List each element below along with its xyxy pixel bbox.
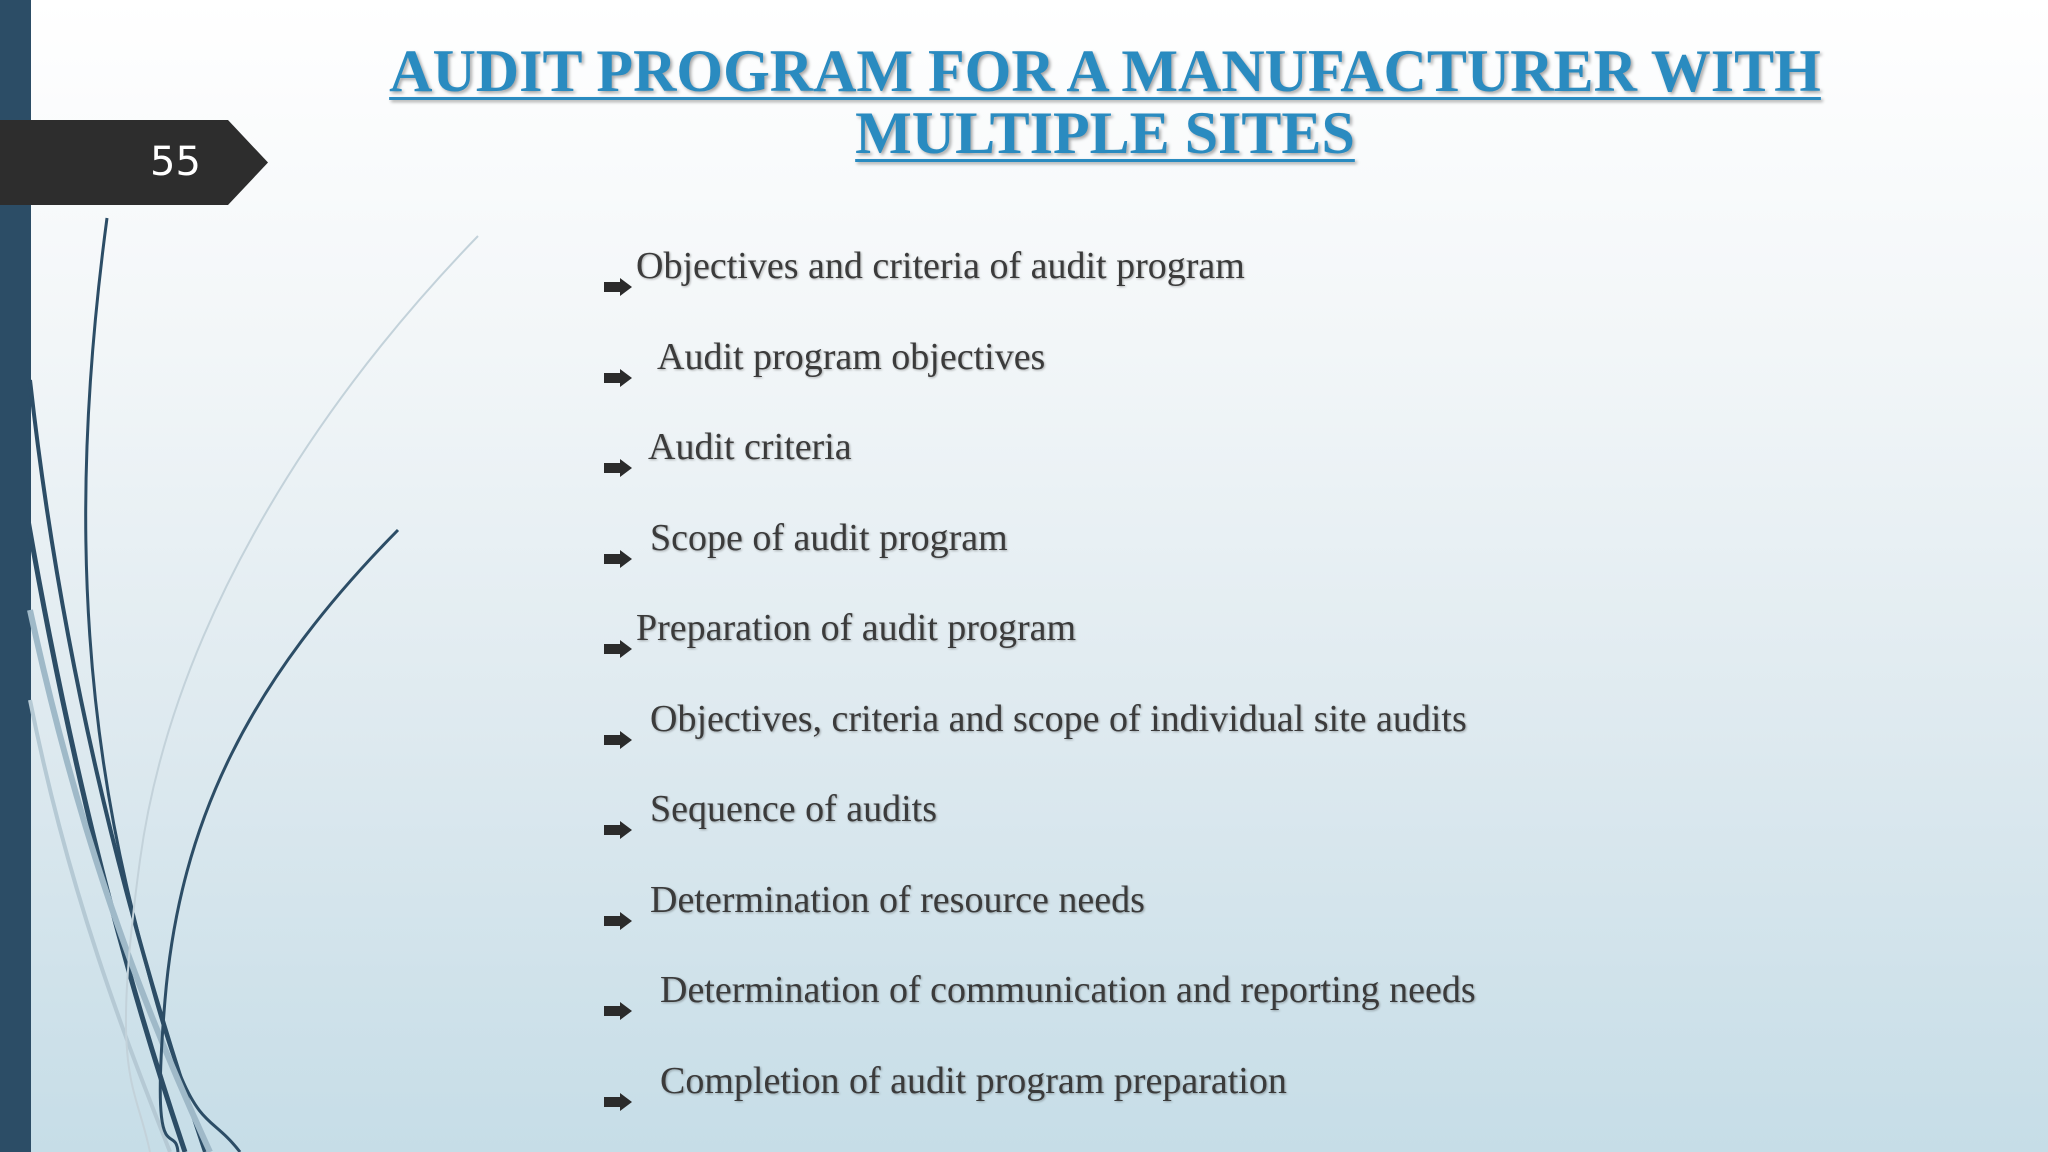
bullet-item (604, 691, 1476, 782)
slide-title (340, 40, 1870, 164)
bullet-text: Determination of resource needs (650, 878, 1145, 921)
bullet-item (604, 872, 1476, 963)
bullet-item (604, 781, 1476, 872)
slide-number: 55 (150, 139, 201, 185)
bullet-item (604, 510, 1476, 601)
bullet-item (604, 600, 1476, 691)
pointing-hand-arrow-icon (604, 528, 634, 584)
bullet-text: Determination of communication and reporting needs (660, 969, 1476, 1011)
pointing-hand-arrow-icon (604, 890, 634, 946)
slide-number-tab (0, 120, 268, 205)
bullet-text: Completion of audit program preparation (660, 1059, 1287, 1102)
bullet-item (604, 1053, 1476, 1144)
bullet-item (604, 419, 1476, 510)
pointing-hand-arrow-icon (604, 799, 634, 855)
bullet-text: Sequence of audits (650, 788, 938, 830)
bullet-text: Preparation of audit program (636, 607, 1077, 649)
slide-title-line-1: AUDIT PROGRAM FOR A MANUFACTURER WITH (389, 38, 1821, 104)
bullet-text: Scope of audit program (650, 516, 1008, 559)
bullet-item (604, 962, 1476, 1053)
pointing-hand-arrow-icon (604, 1071, 634, 1127)
bullet-text: Audit program objectives (657, 335, 1046, 378)
bullet-list (604, 238, 1476, 1143)
pointing-hand-arrow-icon (604, 980, 634, 1036)
bullet-text: Objectives and criteria of audit program (636, 245, 1245, 287)
bullet-item (604, 329, 1476, 420)
pointing-hand-arrow-icon (604, 618, 634, 674)
pointing-hand-arrow-icon (604, 437, 634, 493)
bullet-text: Objectives, criteria and scope of individual site audits (650, 697, 1467, 740)
pointing-hand-arrow-icon (604, 256, 634, 312)
slide-title-line-2: MULTIPLE SITES (855, 100, 1355, 166)
pointing-hand-arrow-icon (604, 709, 634, 765)
pointing-hand-arrow-icon (604, 347, 634, 403)
bullet-text: Audit criteria (648, 426, 852, 468)
bullet-item (604, 238, 1476, 329)
